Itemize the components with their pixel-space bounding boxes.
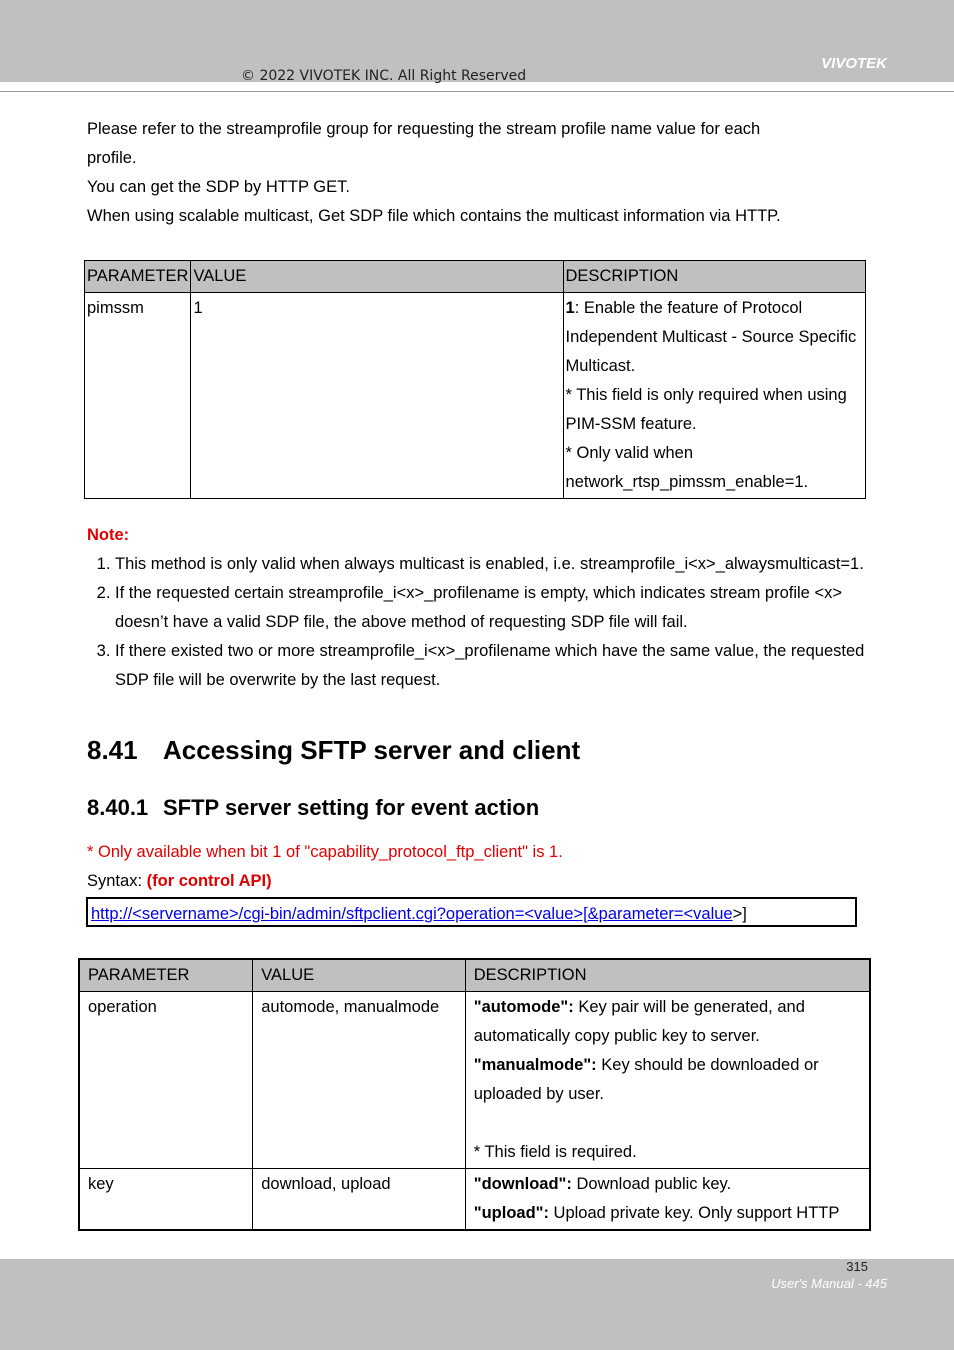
value-cell: 1 (191, 293, 563, 499)
desc-bold: "automode": (473, 998, 574, 1016)
footer-band (0, 1259, 954, 1350)
column-header: VALUE (253, 959, 466, 992)
syntax-url-box (86, 897, 857, 927)
table-row (79, 992, 870, 1169)
section-heading (87, 735, 580, 766)
subsection-title: SFTP server setting for event action (163, 795, 540, 820)
syntax-url-link[interactable]: http://<servername>/cgi-bin/admin/sftpclient.cgi?operation=<value>[&parameter=<value (91, 905, 733, 923)
syntax-label: Syntax: (87, 872, 147, 890)
column-header: DESCRIPTION (563, 261, 865, 293)
table-row (85, 293, 866, 499)
section-title: Accessing SFTP server and client (163, 735, 581, 765)
desc-bold: 1 (565, 299, 575, 317)
table-header-row (85, 261, 866, 293)
subsection-heading (87, 795, 539, 821)
desc-text: : Enable the feature of Protocol Independent Multicast - Source Specific Multicast. (565, 299, 857, 375)
param-cell: pimssm (85, 293, 191, 499)
notes-block (87, 521, 872, 695)
note-item: 3. If there existed two or more streamprofile_i<x>_profilename which have the same value, the requested SDP file will be overwrite by the last request. (115, 637, 872, 695)
subsection-number: 8.40.1 (87, 795, 149, 820)
description-cell (465, 1169, 870, 1231)
desc-bold: "manualmode": (473, 1056, 597, 1074)
desc-bold: "upload": (473, 1204, 549, 1222)
table-header-row (79, 959, 870, 992)
availability-note: * Only available when bit 1 of "capability_protocol_ftp_client" is 1. (87, 843, 563, 861)
intro-line: When using scalable multicast, Get SDP file which contains the multicast information via HTTP. (87, 207, 781, 225)
note-item: 1. This method is only valid when always multicast is enabled, i.e. streamprofile_i<x>_alwaysmulticast=1. (115, 550, 872, 579)
description-line (474, 1199, 861, 1228)
intro-line: You can get the SDP by HTTP GET. (87, 178, 350, 196)
note-label: Note: (87, 526, 130, 544)
description-cell (563, 293, 865, 499)
note-item: 2. If the requested certain streamprofile_i<x>_profilename is empty, which indicates stream profile <x> doesn’t have a valid SDP file, the above method of requesting SDP file will fail. (115, 579, 872, 637)
intro-line: profile. (87, 149, 137, 167)
column-header: PARAMETER (79, 959, 253, 992)
intro-line: Please refer to the streamprofile group for requesting the stream profile name value for each (87, 120, 761, 138)
param-cell: key (79, 1169, 253, 1231)
header-divider (0, 91, 954, 92)
manual-page-label: User's Manual - 445 (771, 1276, 887, 1291)
description-line (474, 1170, 861, 1199)
description-line (566, 294, 863, 381)
notes-list (87, 550, 872, 695)
column-header: DESCRIPTION (465, 959, 870, 992)
syntax-mode: (for control API) (146, 872, 272, 890)
desc-text: Upload private key. Only support HTTP (548, 1204, 840, 1222)
brand-logo: VIVOTEK (821, 55, 887, 72)
syntax-line (87, 867, 272, 896)
description-note: * This field is only required when using PIM-SSM feature. (565, 386, 847, 433)
intro-text (87, 115, 877, 231)
value-cell: download, upload (253, 1169, 466, 1231)
spacer (474, 1109, 861, 1138)
param-cell: operation (79, 992, 253, 1169)
description-line (474, 993, 861, 1051)
description-cell (465, 992, 870, 1169)
pimssm-parameter-table (84, 260, 866, 499)
column-header: PARAMETER (85, 261, 191, 293)
desc-text: Key should be downloaded or uploaded by user. (473, 1056, 819, 1103)
desc-text: Download public key. (571, 1175, 732, 1193)
page-number: 315 (846, 1259, 868, 1274)
desc-bold: "download": (473, 1175, 572, 1193)
syntax-url-tail: >] (732, 905, 747, 923)
description-note: * Only valid when network_rtsp_pimssm_enable=1. (565, 444, 809, 491)
sftp-parameter-table (78, 958, 871, 1231)
table-row (79, 1169, 870, 1231)
description-note: * This field is required. (473, 1143, 637, 1161)
column-header: VALUE (191, 261, 563, 293)
value-cell: automode, manualmode (253, 992, 466, 1169)
copyright-text: © 2022 VIVOTEK INC. All Right Reserved (241, 68, 527, 84)
desc-text: Key pair will be generated, and automatically copy public key to server. (473, 998, 805, 1045)
section-number: 8.41 (87, 735, 138, 765)
description-line (474, 1051, 861, 1109)
